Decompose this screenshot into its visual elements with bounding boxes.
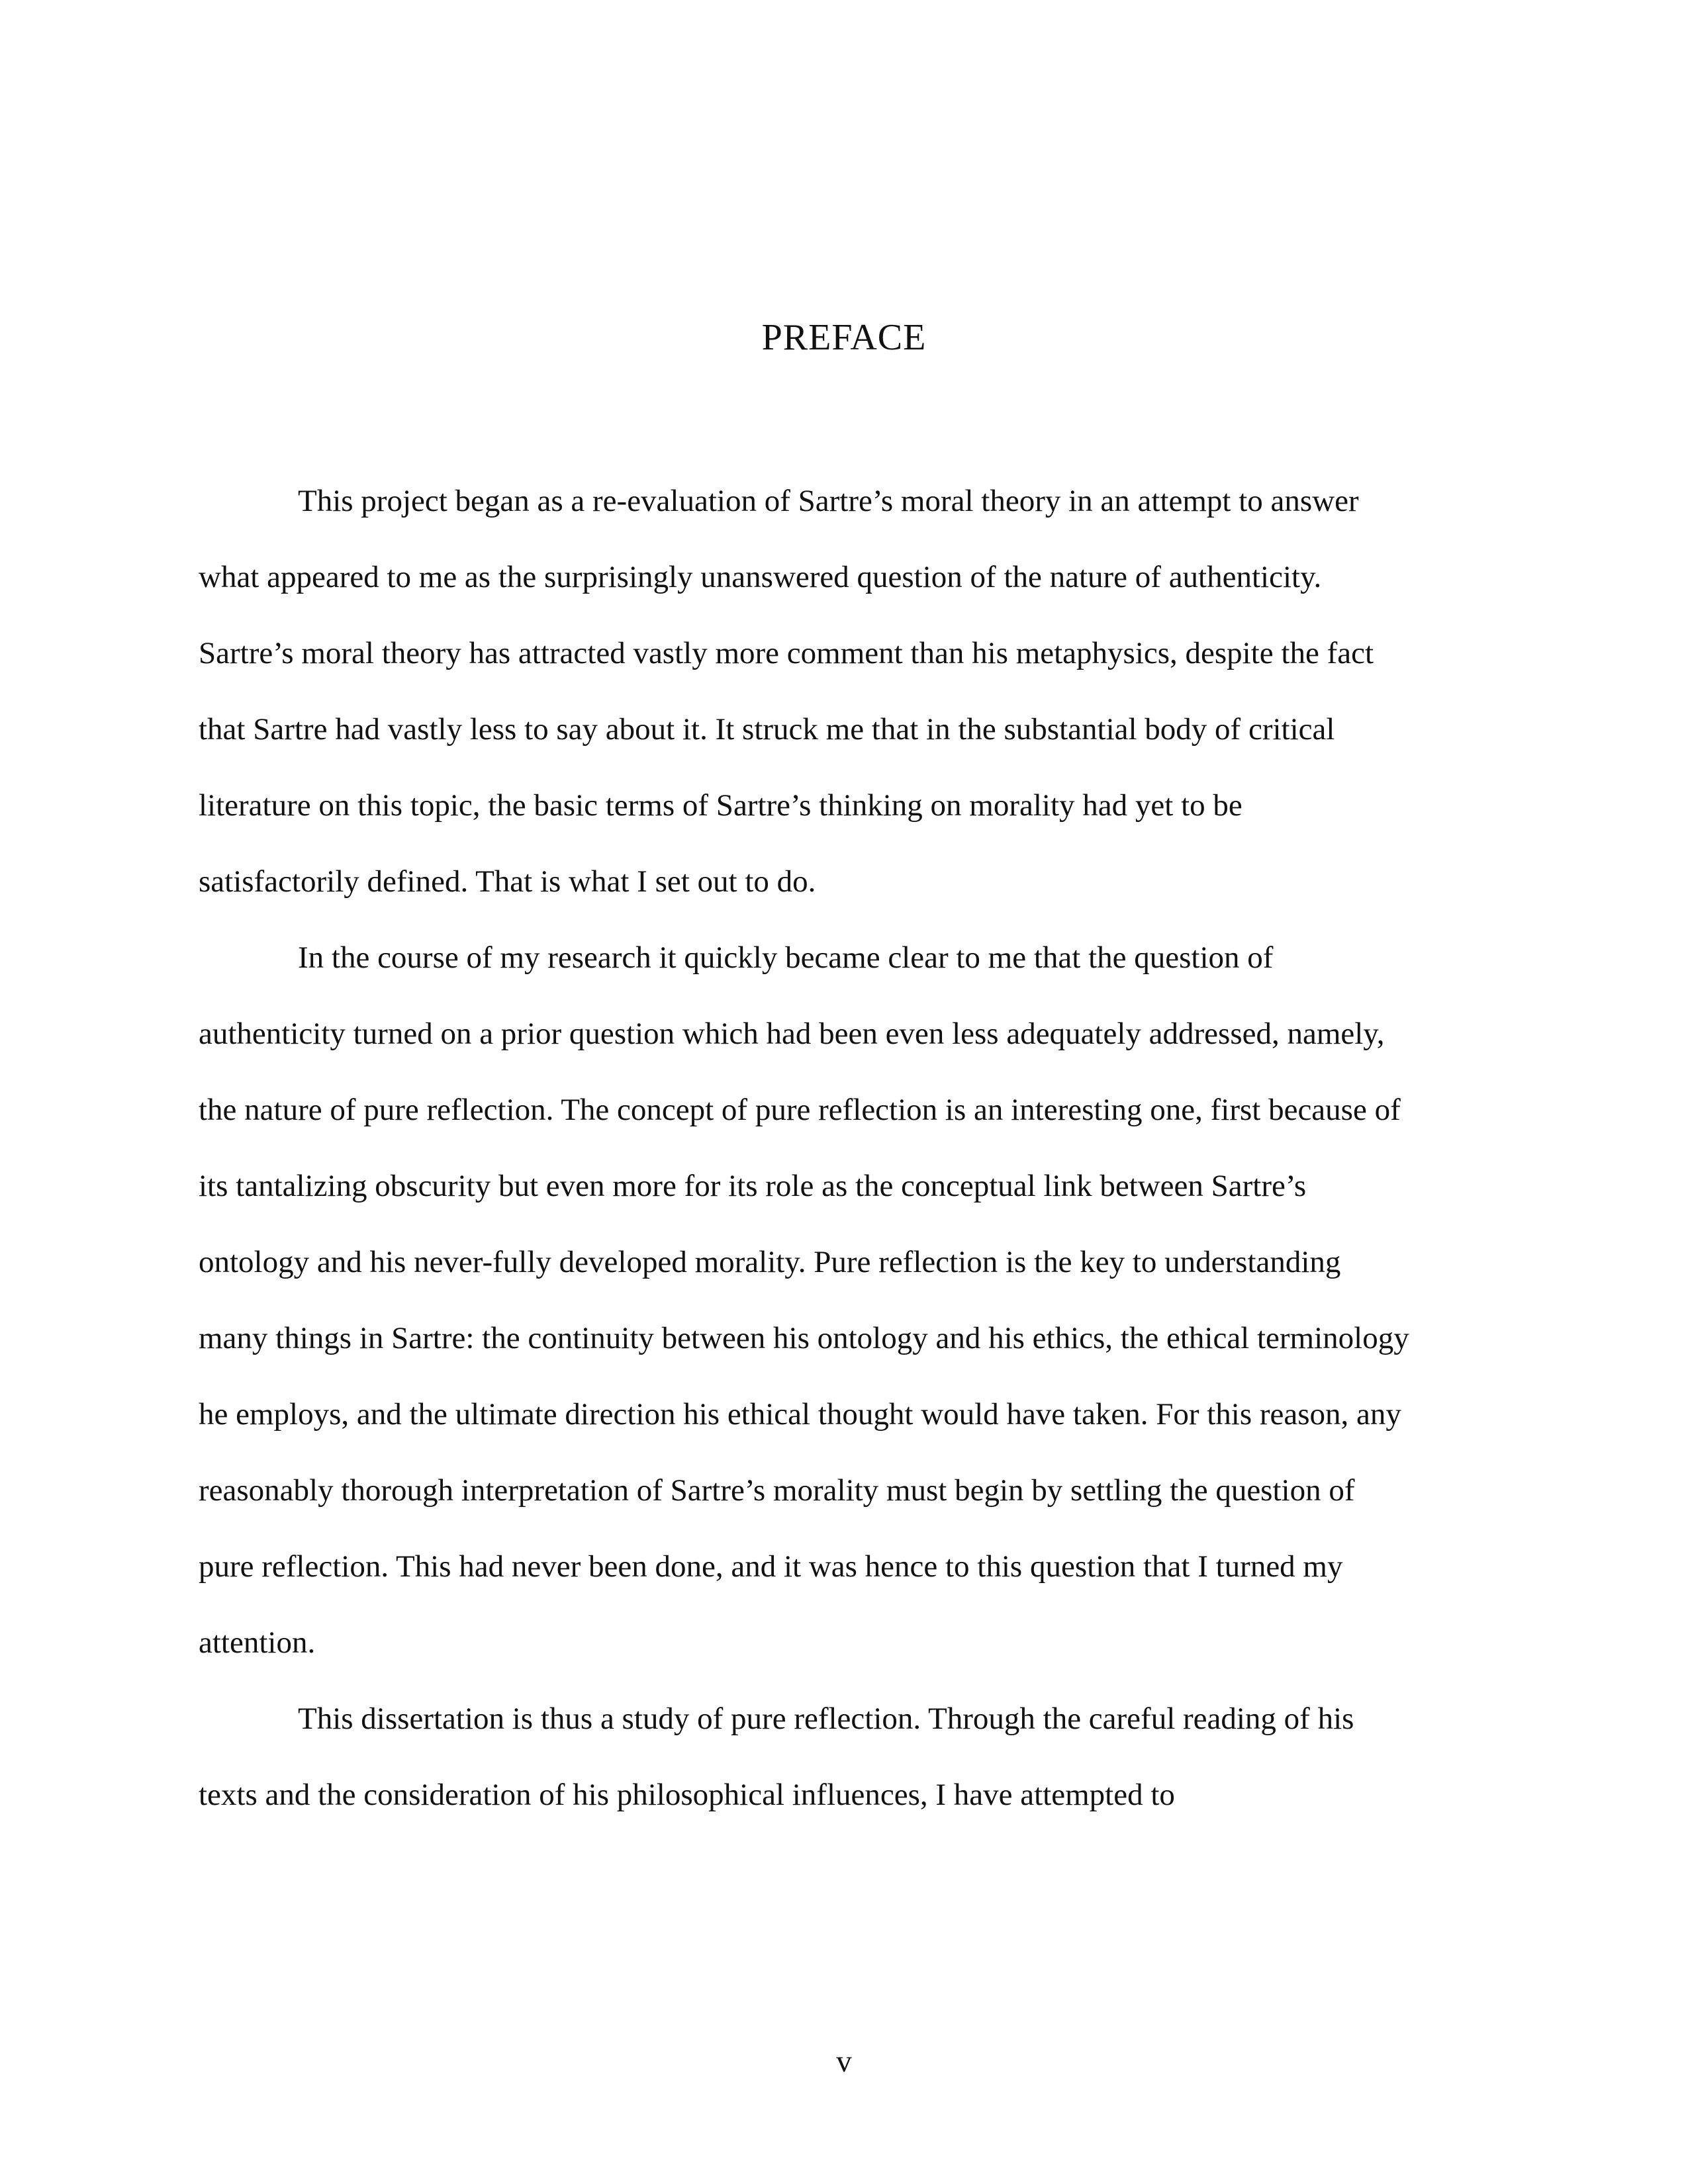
text-line: attention. [199, 1625, 316, 1660]
text-line: In the course of my research it quickly became clear to me that the question of [298, 940, 1274, 975]
text-line: what appeared to me as the surprisingly unanswered question of the nature of authenticity. [199, 560, 1322, 594]
page-title: PREFACE [761, 317, 927, 358]
text-line: the nature of pure reflection. The concept of pure reflection is an interesting one, first because of [199, 1093, 1401, 1127]
page-number: v [836, 2044, 852, 2079]
text-line: satisfactorily defined. That is what I set out to do. [199, 864, 816, 899]
text-line: many things in Sartre: the continuity between his ontology and his ethics, the ethical terminology [199, 1321, 1409, 1355]
text-line: that Sartre had vastly less to say about it. It struck me that in the substantial body of critical [199, 712, 1335, 747]
text-line: Sartre’s moral theory has attracted vastly more comment than his metaphysics, despite the fact [199, 636, 1374, 670]
text-line: literature on this topic, the basic terms of Sartre’s thinking on morality had yet to be [199, 788, 1243, 823]
text-line: he employs, and the ultimate direction his ethical thought would have taken. For this reason, any [199, 1397, 1401, 1432]
text-line: reasonably thorough interpretation of Sartre’s morality must begin by settling the question of [199, 1473, 1355, 1508]
text-line: its tantalizing obscurity but even more for its role as the conceptual link between Sartre’s [199, 1169, 1307, 1203]
text-line: pure reflection. This had never been done, and it was hence to this question that I turned my [199, 1549, 1343, 1584]
text-line: ontology and his never-fully developed morality. Pure reflection is the key to understanding [199, 1245, 1341, 1279]
text-line: authenticity turned on a prior question which had been even less adequately addressed, namely, [199, 1017, 1385, 1051]
text-line: texts and the consideration of his philosophical influences, I have attempted to [199, 1778, 1175, 1812]
preface-body [199, 463, 1496, 1833]
text-line: This dissertation is thus a study of pure reflection. Through the careful reading of his [298, 1702, 1354, 1736]
text-line: This project began as a re-evaluation of Sartre’s moral theory in an attempt to answer [298, 484, 1359, 518]
